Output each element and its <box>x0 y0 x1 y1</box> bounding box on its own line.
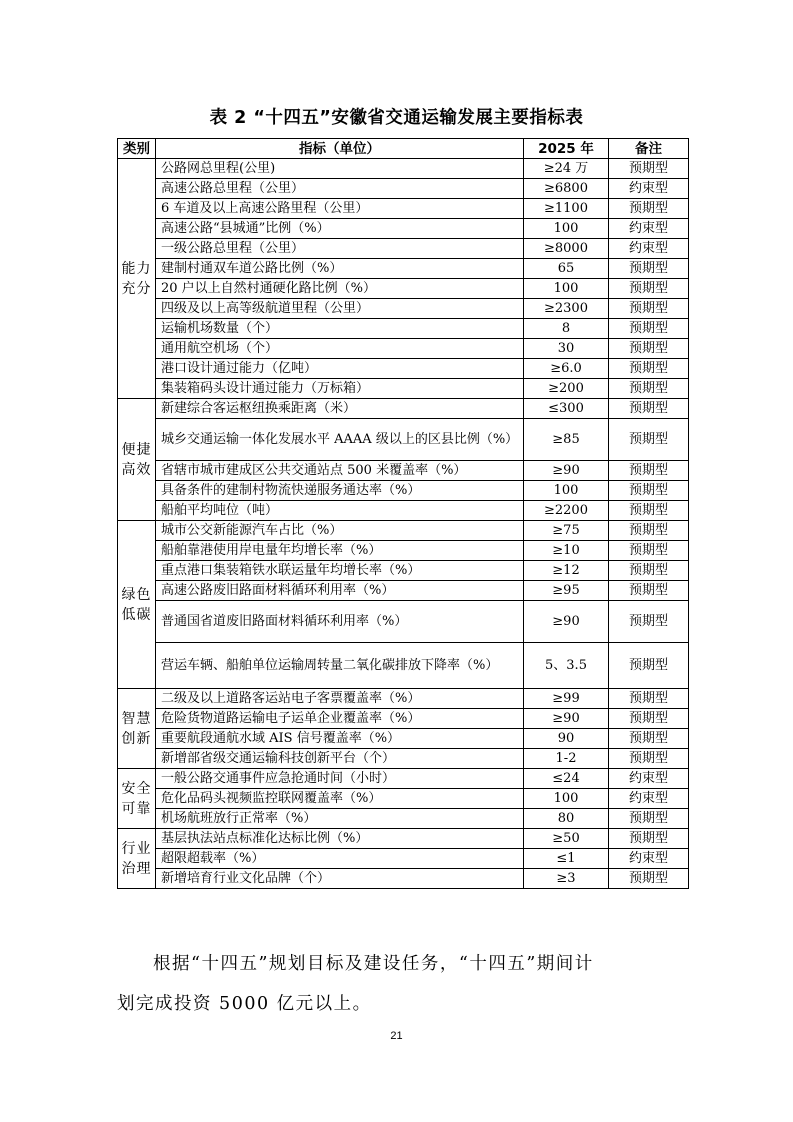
table-row <box>118 561 689 581</box>
note-cell: 预期型 <box>609 199 689 219</box>
target-value-cell: ≥99 <box>524 689 609 709</box>
indicator-cell: 超限超载率（%） <box>156 849 524 869</box>
note-cell: 预期型 <box>609 279 689 299</box>
table-row <box>118 159 689 179</box>
indicator-table <box>117 138 689 889</box>
target-value-cell: ≤300 <box>524 399 609 419</box>
target-value-cell: ≥90 <box>524 709 609 729</box>
indicator-cell: 省辖市城市建成区公共交通站点 500 米覆盖率（%） <box>156 461 524 481</box>
note-cell: 预期型 <box>609 689 689 709</box>
category-cell: 行业治理 <box>118 829 156 889</box>
indicator-cell: 20 户以上自然村通硬化路比例（%） <box>156 279 524 299</box>
indicator-cell: 具备条件的建制村物流快递服务通达率（%） <box>156 481 524 501</box>
table-row <box>118 359 689 379</box>
note-cell: 预期型 <box>609 829 689 849</box>
table-row <box>118 643 689 689</box>
note-cell: 预期型 <box>609 379 689 399</box>
indicator-cell: 集装箱码头设计通过能力（万标箱） <box>156 379 524 399</box>
paragraph-line-1: 根据“十四五”规划目标及建设任务，“十四五”期间计 <box>153 954 594 974</box>
indicator-cell: 高速公路总里程（公里） <box>156 179 524 199</box>
table-row <box>118 809 689 829</box>
note-cell: 预期型 <box>609 419 689 461</box>
table-row <box>118 279 689 299</box>
table-row <box>118 379 689 399</box>
target-value-cell: 65 <box>524 259 609 279</box>
table-row <box>118 199 689 219</box>
table-row <box>118 219 689 239</box>
target-value-cell: ≥6.0 <box>524 359 609 379</box>
target-value-cell: ≥1100 <box>524 199 609 219</box>
note-cell: 预期型 <box>609 541 689 561</box>
note-cell: 约束型 <box>609 789 689 809</box>
table-row <box>118 461 689 481</box>
note-cell: 预期型 <box>609 601 689 643</box>
category-cell: 能力充分 <box>118 159 156 399</box>
indicator-cell: 高速公路废旧路面材料循环利用率（%） <box>156 581 524 601</box>
category-cell: 绿色低碳 <box>118 521 156 689</box>
indicator-cell: 6 车道及以上高速公路里程（公里） <box>156 199 524 219</box>
target-value-cell: ≥50 <box>524 829 609 849</box>
note-cell: 预期型 <box>609 481 689 501</box>
target-value-cell: ≥95 <box>524 581 609 601</box>
note-cell: 预期型 <box>609 643 689 689</box>
note-cell: 预期型 <box>609 521 689 541</box>
header-indicator: 指标（单位） <box>156 139 524 159</box>
table-body <box>118 159 689 889</box>
page-number: 21 <box>390 1030 403 1042</box>
note-cell: 预期型 <box>609 259 689 279</box>
indicator-cell: 城市公交新能源汽车占比（%） <box>156 521 524 541</box>
target-value-cell: ≥3 <box>524 869 609 889</box>
target-value-cell: ≥90 <box>524 601 609 643</box>
indicator-cell: 通用航空机场（个） <box>156 339 524 359</box>
target-value-cell: ≥8000 <box>524 239 609 259</box>
note-cell: 预期型 <box>609 561 689 581</box>
target-value-cell: ≥90 <box>524 461 609 481</box>
target-value-cell: ≥85 <box>524 419 609 461</box>
indicator-cell: 四级及以上高等级航道里程（公里） <box>156 299 524 319</box>
target-value-cell: ≥12 <box>524 561 609 581</box>
target-value-cell: 30 <box>524 339 609 359</box>
target-value-cell: ≥24 万 <box>524 159 609 179</box>
indicator-cell: 二级及以上道路客运站电子客票覆盖率（%） <box>156 689 524 709</box>
indicator-cell: 重点港口集装箱铁水联运量年均增长率（%） <box>156 561 524 581</box>
table-row <box>118 481 689 501</box>
note-cell: 约束型 <box>609 179 689 199</box>
target-value-cell: 1-2 <box>524 749 609 769</box>
note-cell: 预期型 <box>609 299 689 319</box>
note-cell: 预期型 <box>609 359 689 379</box>
category-cell: 便捷高效 <box>118 399 156 521</box>
target-value-cell: 5、3.5 <box>524 643 609 689</box>
table-row <box>118 399 689 419</box>
indicator-cell: 危化品码头视频监控联网覆盖率（%） <box>156 789 524 809</box>
indicator-cell: 船舶平均吨位（吨） <box>156 501 524 521</box>
table-row <box>118 299 689 319</box>
table-title: 表 2 “十四五”安徽省交通运输发展主要指标表 <box>209 108 584 128</box>
indicator-cell: 危险货物道路运输电子运单企业覆盖率（%） <box>156 709 524 729</box>
target-value-cell: ≥75 <box>524 521 609 541</box>
indicator-cell: 重要航段通航水域 AIS 信号覆盖率（%） <box>156 729 524 749</box>
target-value-cell: 8 <box>524 319 609 339</box>
target-value-cell: 90 <box>524 729 609 749</box>
note-cell: 约束型 <box>609 769 689 789</box>
note-cell: 预期型 <box>609 749 689 769</box>
target-value-cell: 100 <box>524 789 609 809</box>
table-row <box>118 789 689 809</box>
note-cell: 约束型 <box>609 239 689 259</box>
table-row <box>118 259 689 279</box>
target-value-cell: ≥2300 <box>524 299 609 319</box>
target-value-cell: ≥10 <box>524 541 609 561</box>
table-row <box>118 521 689 541</box>
target-value-cell: ≥2200 <box>524 501 609 521</box>
header-category: 类别 <box>118 139 156 159</box>
note-cell: 约束型 <box>609 219 689 239</box>
table-row <box>118 319 689 339</box>
indicator-cell: 新建综合客运枢纽换乘距离（米） <box>156 399 524 419</box>
category-cell: 安全可靠 <box>118 769 156 829</box>
indicator-cell: 营运车辆、船舶单位运输周转量二氧化碳排放下降率（%） <box>156 643 524 689</box>
note-cell: 预期型 <box>609 339 689 359</box>
table-row <box>118 501 689 521</box>
table-row <box>118 601 689 643</box>
table-row <box>118 339 689 359</box>
note-cell: 预期型 <box>609 581 689 601</box>
target-value-cell: ≤24 <box>524 769 609 789</box>
note-cell: 约束型 <box>609 849 689 869</box>
table-row <box>118 689 689 709</box>
table-header-row <box>118 139 689 159</box>
target-value-cell: ≥6800 <box>524 179 609 199</box>
indicator-cell: 机场航班放行正常率（%） <box>156 809 524 829</box>
indicator-cell: 一般公路交通事件应急抢通时间（小时） <box>156 769 524 789</box>
note-cell: 预期型 <box>609 159 689 179</box>
note-cell: 预期型 <box>609 461 689 481</box>
table-row <box>118 829 689 849</box>
table-row <box>118 419 689 461</box>
indicator-cell: 高速公路“县城通”比例（%） <box>156 219 524 239</box>
target-value-cell: 100 <box>524 279 609 299</box>
indicator-cell: 普通国省道废旧路面材料循环利用率（%） <box>156 601 524 643</box>
note-cell: 预期型 <box>609 729 689 749</box>
note-cell: 预期型 <box>609 501 689 521</box>
table-row <box>118 849 689 869</box>
note-cell: 预期型 <box>609 399 689 419</box>
indicator-cell: 建制村通双车道公路比例（%） <box>156 259 524 279</box>
table-row <box>118 709 689 729</box>
target-value-cell: 100 <box>524 219 609 239</box>
note-cell: 预期型 <box>609 869 689 889</box>
target-value-cell: 80 <box>524 809 609 829</box>
table-row <box>118 239 689 259</box>
target-value-cell: 100 <box>524 481 609 501</box>
target-value-cell: ≤1 <box>524 849 609 869</box>
note-cell: 预期型 <box>609 809 689 829</box>
note-cell: 预期型 <box>609 709 689 729</box>
header-note: 备注 <box>609 139 689 159</box>
indicator-cell: 城乡交通运输一体化发展水平 AAAA 级以上的区县比例（%） <box>156 419 524 461</box>
category-cell: 智慧创新 <box>118 689 156 769</box>
table-row <box>118 769 689 789</box>
indicator-cell: 运输机场数量（个） <box>156 319 524 339</box>
table-row <box>118 541 689 561</box>
indicator-cell: 新增部省级交通运输科技创新平台（个） <box>156 749 524 769</box>
target-value-cell: ≥200 <box>524 379 609 399</box>
indicator-cell: 船舶靠港使用岸电量年均增长率（%） <box>156 541 524 561</box>
table-row <box>118 749 689 769</box>
indicator-cell: 公路网总里程(公里) <box>156 159 524 179</box>
table-row <box>118 729 689 749</box>
table-row <box>118 581 689 601</box>
indicator-cell: 港口设计通过能力（亿吨） <box>156 359 524 379</box>
indicator-cell: 基层执法站点标准化达标比例（%） <box>156 829 524 849</box>
note-cell: 预期型 <box>609 319 689 339</box>
paragraph-line-2: 划完成投资 5000 亿元以上。 <box>117 994 372 1014</box>
table-row <box>118 869 689 889</box>
header-target: 2025 年 <box>524 139 609 159</box>
table-row <box>118 179 689 199</box>
indicator-cell: 一级公路总里程（公里） <box>156 239 524 259</box>
indicator-cell: 新增培育行业文化品牌（个） <box>156 869 524 889</box>
